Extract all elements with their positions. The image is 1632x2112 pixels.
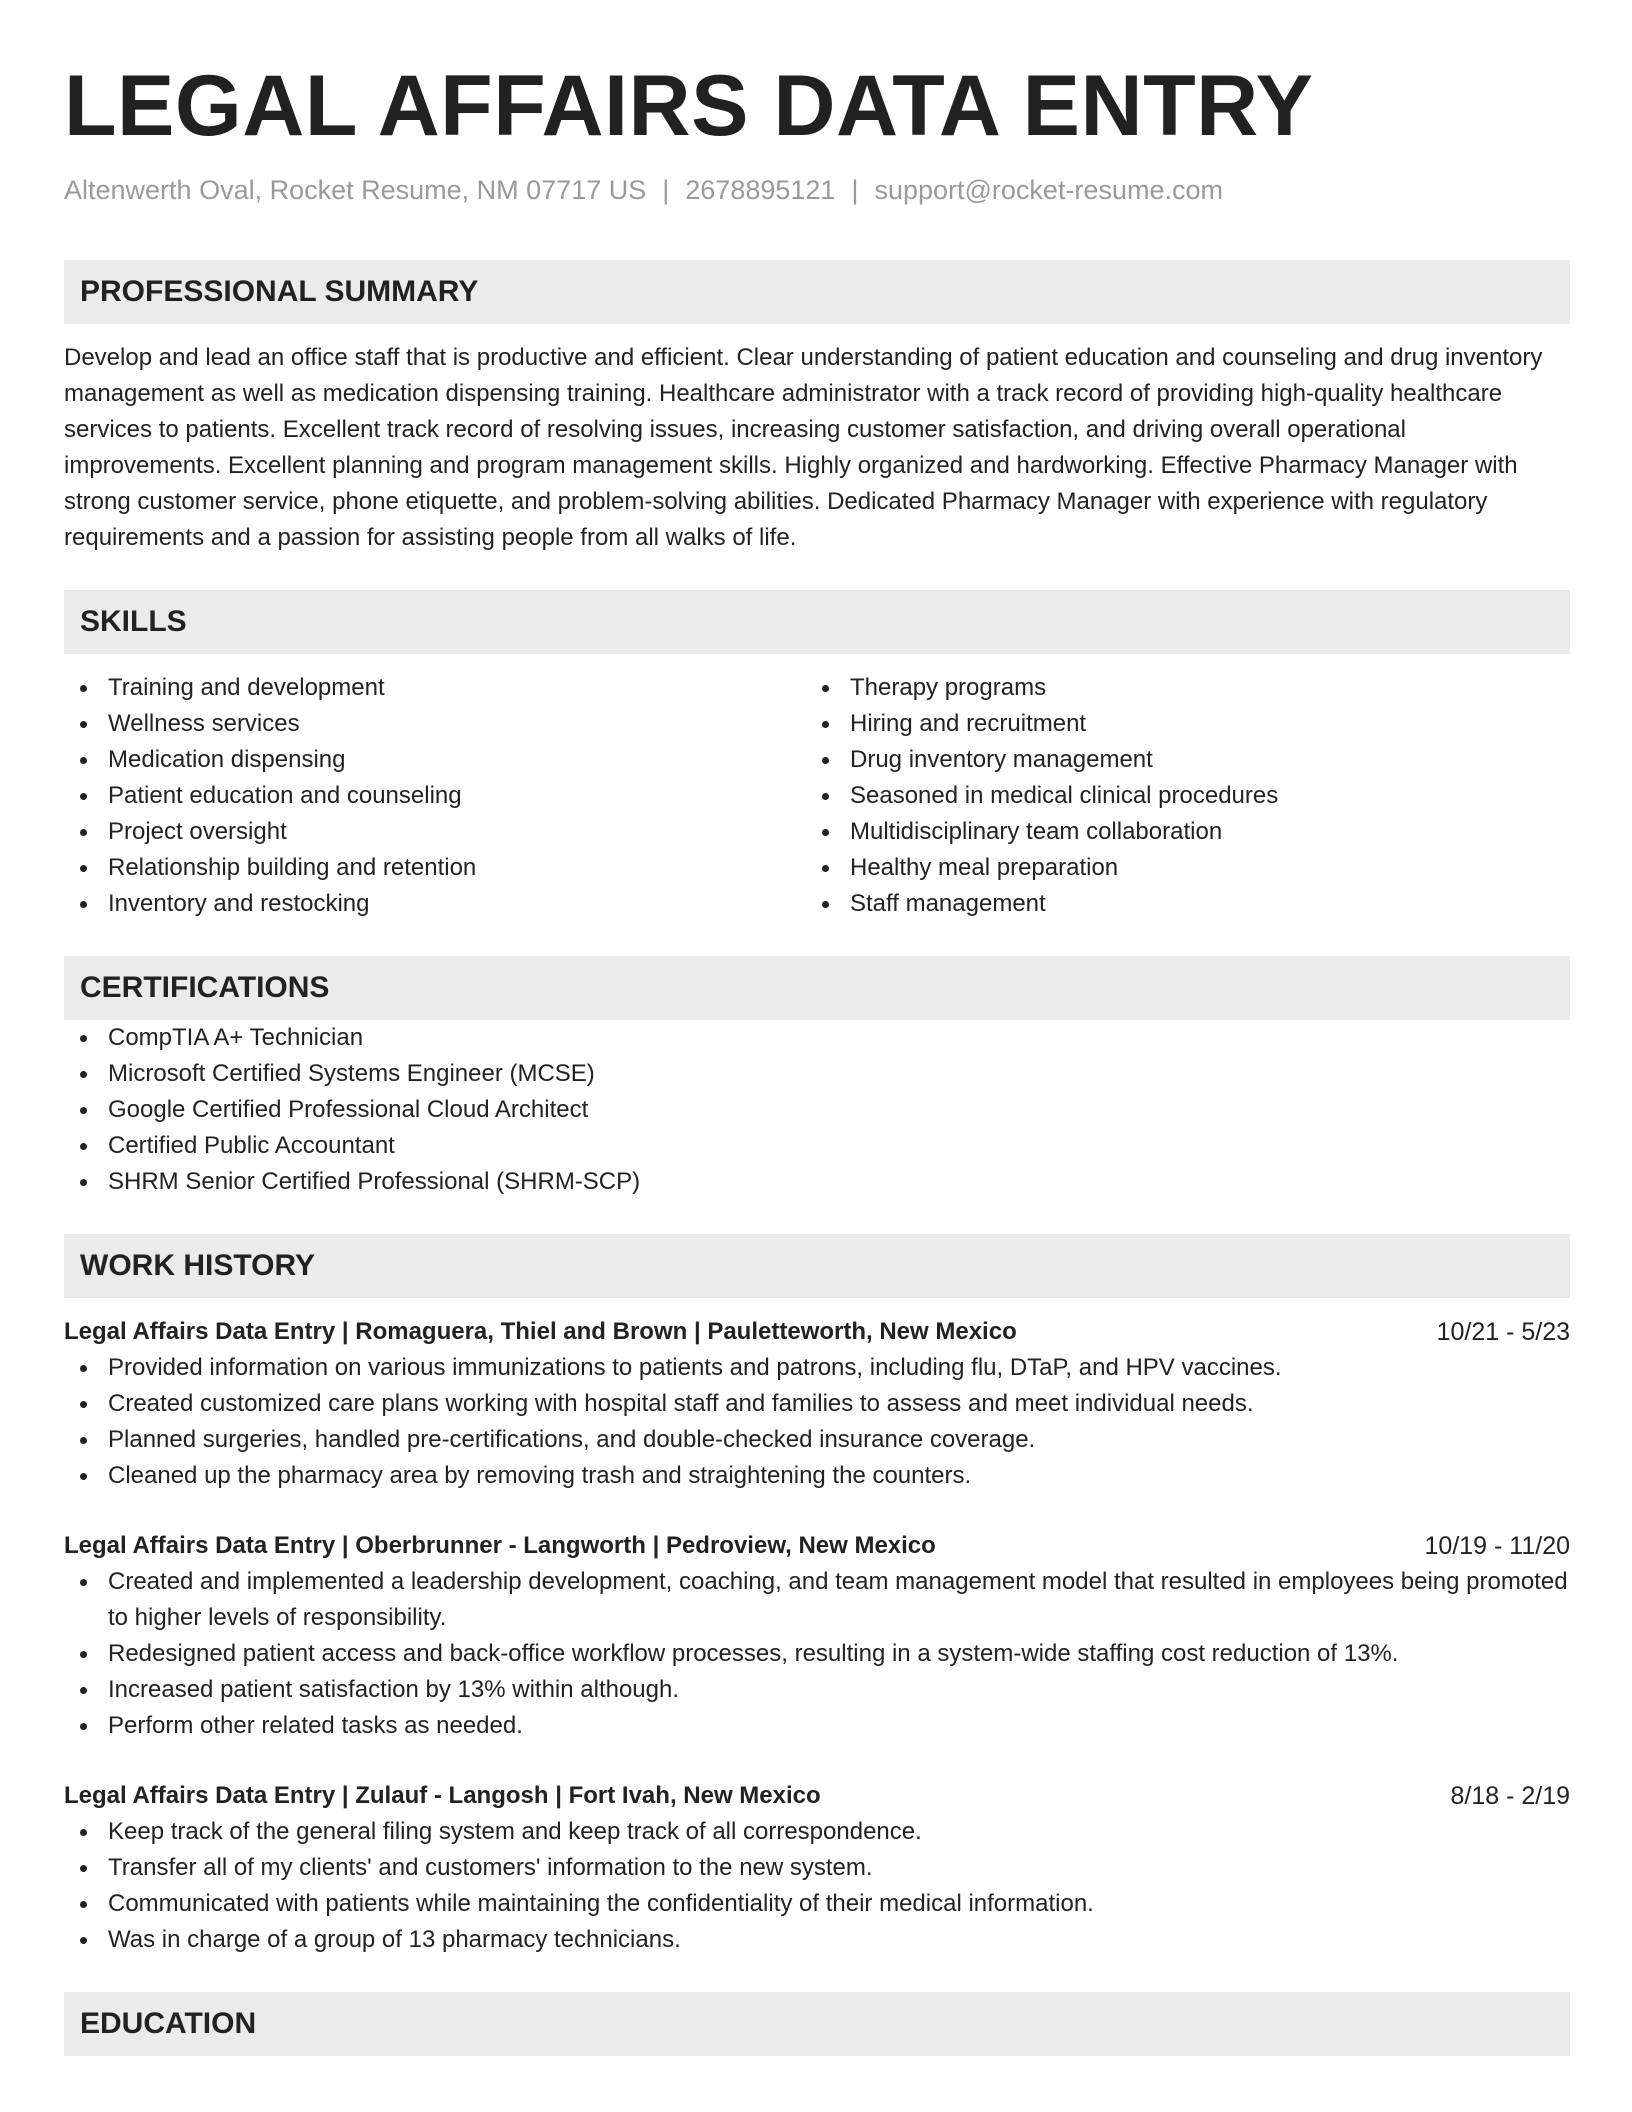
job-header bbox=[64, 1314, 1570, 1350]
job-bullets bbox=[64, 1564, 1570, 1744]
job-bullet: Increased patient satisfaction by 13% within although. bbox=[64, 1672, 1570, 1708]
job-title: Legal Affairs Data Entry | Zulauf - Langosh | Fort Ivah, New Mexico bbox=[64, 1782, 821, 1809]
job-bullets bbox=[64, 1814, 1570, 1958]
skill-item: Drug inventory management bbox=[806, 742, 1548, 778]
skill-item: Healthy meal preparation bbox=[806, 850, 1548, 886]
skill-item: Seasoned in medical clinical procedures bbox=[806, 778, 1548, 814]
contact-phone: 2678895121 bbox=[685, 175, 836, 205]
contact-line bbox=[64, 172, 1570, 208]
job-bullet: Created and implemented a leadership development, coaching, and team management model that resulted in employees being promoted to higher levels of responsibility. bbox=[64, 1564, 1570, 1636]
resume-name: LEGAL AFFAIRS DATA ENTRY bbox=[64, 58, 1314, 154]
skill-item: Training and development bbox=[64, 670, 806, 706]
skill-item: Medication dispensing bbox=[64, 742, 806, 778]
skills-list-left bbox=[64, 670, 806, 922]
job-entry bbox=[64, 1778, 1570, 1958]
skills-list-right bbox=[806, 670, 1548, 922]
skill-item: Hiring and recruitment bbox=[806, 706, 1548, 742]
skill-item: Wellness services bbox=[64, 706, 806, 742]
skills-column-left bbox=[64, 670, 806, 922]
job-dates: 10/19 - 11/20 bbox=[1424, 1532, 1570, 1560]
job-bullet: Provided information on various immunizations to patients and patrons, including flu, DTaP, and HPV vaccines. bbox=[64, 1350, 1570, 1386]
job-title: Legal Affairs Data Entry | Oberbrunner - Langworth | Pedroview, New Mexico bbox=[64, 1532, 936, 1559]
skill-item: Project oversight bbox=[64, 814, 806, 850]
skill-item: Staff management bbox=[806, 886, 1548, 922]
section-header-work-history: WORK HISTORY bbox=[64, 1234, 1570, 1298]
contact-email: support@rocket-resume.com bbox=[874, 175, 1223, 205]
skill-item: Relationship building and retention bbox=[64, 850, 806, 886]
skill-item: Therapy programs bbox=[806, 670, 1548, 706]
certification-item: SHRM Senior Certified Professional (SHRM-SCP) bbox=[64, 1164, 1570, 1200]
job-header bbox=[64, 1528, 1570, 1564]
job-bullet: Perform other related tasks as needed. bbox=[64, 1708, 1570, 1744]
section-header-certifications: CERTIFICATIONS bbox=[64, 956, 1570, 1020]
contact-separator: | bbox=[851, 175, 859, 205]
skills-grid bbox=[64, 670, 1570, 922]
job-bullets bbox=[64, 1350, 1570, 1494]
job-bullet: Redesigned patient access and back-office workflow processes, resulting in a system-wide staffing cost reduction of 13%. bbox=[64, 1636, 1570, 1672]
skill-item: Patient education and counseling bbox=[64, 778, 806, 814]
skills-column-right bbox=[806, 670, 1548, 922]
summary-text: Develop and lead an office staff that is productive and efficient. Clear understanding of patient education and counseling and drug inventory management as well as medication dispensing training. Healthcare administrator with a track record of providing high-quality healthcare services to patients. Excellent track record of resolving issues, increasing customer satisfaction, and driving overall operational improvements. Excellent planning and program management skills. Highly organized and hardworking. Effective Pharmacy Manager with strong customer service, phone etiquette, and problem-solving abilities. Dedicated Pharmacy Manager with experience with regulatory requirements and a passion for assisting people from all walks of life. bbox=[64, 344, 1543, 551]
certification-item: CompTIA A+ Technician bbox=[64, 1020, 1570, 1056]
contact-address: Altenwerth Oval, Rocket Resume, NM 07717 US bbox=[64, 175, 647, 205]
skill-item: Inventory and restocking bbox=[64, 886, 806, 922]
job-bullet: Was in charge of a group of 13 pharmacy technicians. bbox=[64, 1922, 1570, 1958]
job-entry bbox=[64, 1528, 1570, 1744]
job-bullet: Keep track of the general filing system and keep track of all correspondence. bbox=[64, 1814, 1570, 1850]
job-entry bbox=[64, 1314, 1570, 1494]
certifications-list bbox=[64, 1020, 1570, 1200]
section-header-summary: PROFESSIONAL SUMMARY bbox=[64, 260, 1570, 324]
job-bullet: Cleaned up the pharmacy area by removing trash and straightening the counters. bbox=[64, 1458, 1570, 1494]
job-bullet: Planned surgeries, handled pre-certifications, and double-checked insurance coverage. bbox=[64, 1422, 1570, 1458]
job-header bbox=[64, 1778, 1570, 1814]
job-title: Legal Affairs Data Entry | Romaguera, Thiel and Brown | Pauletteworth, New Mexico bbox=[64, 1318, 1017, 1345]
section-header-education: EDUCATION bbox=[64, 1992, 1570, 2056]
job-dates: 10/21 - 5/23 bbox=[1436, 1318, 1570, 1346]
skill-item: Multidisciplinary team collaboration bbox=[806, 814, 1548, 850]
contact-separator: | bbox=[662, 175, 670, 205]
certification-item: Google Certified Professional Cloud Architect bbox=[64, 1092, 1570, 1128]
certification-item: Certified Public Accountant bbox=[64, 1128, 1570, 1164]
job-bullet: Communicated with patients while maintaining the confidentiality of their medical information. bbox=[64, 1886, 1570, 1922]
section-header-skills: SKILLS bbox=[64, 590, 1570, 654]
certification-item: Microsoft Certified Systems Engineer (MCSE) bbox=[64, 1056, 1570, 1092]
job-bullet: Transfer all of my clients' and customers' information to the new system. bbox=[64, 1850, 1570, 1886]
job-bullet: Created customized care plans working with hospital staff and families to assess and meet individual needs. bbox=[64, 1386, 1570, 1422]
job-dates: 8/18 - 2/19 bbox=[1450, 1782, 1570, 1810]
